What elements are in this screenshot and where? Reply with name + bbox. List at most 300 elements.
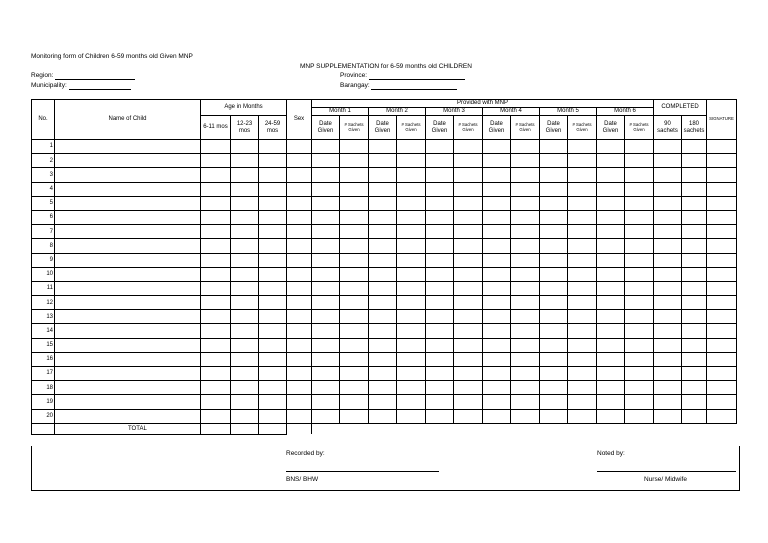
entry-cell[interactable] (426, 253, 454, 267)
entry-cell[interactable] (682, 140, 707, 154)
entry-cell[interactable] (259, 338, 287, 352)
entry-cell[interactable] (312, 182, 340, 196)
child-name-cell[interactable] (55, 296, 201, 310)
entry-cell[interactable] (397, 281, 426, 295)
entry-cell[interactable] (511, 140, 540, 154)
entry-cell[interactable] (201, 182, 231, 196)
entry-cell[interactable] (654, 281, 682, 295)
entry-cell[interactable] (201, 381, 231, 395)
entry-cell[interactable] (568, 367, 597, 381)
entry-cell[interactable] (568, 239, 597, 253)
entry-cell[interactable] (454, 168, 483, 182)
entry-cell[interactable] (231, 367, 259, 381)
entry-cell[interactable] (397, 296, 426, 310)
child-name-cell[interactable] (55, 196, 201, 210)
entry-cell[interactable] (201, 225, 231, 239)
child-name-cell[interactable] (55, 154, 201, 168)
child-name-cell[interactable] (55, 367, 201, 381)
entry-cell[interactable] (682, 239, 707, 253)
entry-cell[interactable] (625, 168, 654, 182)
entry-cell[interactable] (540, 367, 568, 381)
entry-cell[interactable] (707, 281, 737, 295)
entry-cell[interactable] (369, 395, 397, 409)
entry-cell[interactable] (397, 168, 426, 182)
entry-cell[interactable] (454, 395, 483, 409)
entry-cell[interactable] (682, 409, 707, 423)
entry-cell[interactable] (483, 381, 511, 395)
entry-cell[interactable] (707, 310, 737, 324)
entry-cell[interactable] (426, 310, 454, 324)
entry-cell[interactable] (259, 381, 287, 395)
entry-cell[interactable] (259, 296, 287, 310)
entry-cell[interactable] (397, 310, 426, 324)
entry-cell[interactable] (483, 338, 511, 352)
entry-cell[interactable] (654, 395, 682, 409)
entry-cell[interactable] (454, 296, 483, 310)
region-input-line[interactable] (55, 79, 135, 80)
entry-cell[interactable] (483, 409, 511, 423)
entry-cell[interactable] (369, 154, 397, 168)
entry-cell[interactable] (682, 154, 707, 168)
entry-cell[interactable] (654, 140, 682, 154)
entry-cell[interactable] (397, 409, 426, 423)
entry-cell[interactable] (625, 281, 654, 295)
entry-cell[interactable] (483, 196, 511, 210)
entry-cell[interactable] (707, 338, 737, 352)
child-name-cell[interactable] (55, 182, 201, 196)
entry-cell[interactable] (287, 196, 312, 210)
entry-cell[interactable] (201, 338, 231, 352)
total-cell[interactable] (231, 423, 259, 434)
entry-cell[interactable] (369, 210, 397, 224)
entry-cell[interactable] (511, 253, 540, 267)
entry-cell[interactable] (540, 352, 568, 366)
entry-cell[interactable] (625, 196, 654, 210)
entry-cell[interactable] (682, 324, 707, 338)
entry-cell[interactable] (369, 381, 397, 395)
entry-cell[interactable] (287, 296, 312, 310)
entry-cell[interactable] (654, 196, 682, 210)
entry-cell[interactable] (231, 409, 259, 423)
entry-cell[interactable] (426, 352, 454, 366)
entry-cell[interactable] (397, 324, 426, 338)
entry-cell[interactable] (340, 338, 369, 352)
entry-cell[interactable] (597, 168, 625, 182)
entry-cell[interactable] (568, 395, 597, 409)
entry-cell[interactable] (259, 409, 287, 423)
entry-cell[interactable] (483, 210, 511, 224)
entry-cell[interactable] (426, 225, 454, 239)
entry-cell[interactable] (231, 352, 259, 366)
entry-cell[interactable] (369, 140, 397, 154)
entry-cell[interactable] (259, 367, 287, 381)
noted-by-signature-line[interactable] (597, 471, 736, 472)
entry-cell[interactable] (397, 182, 426, 196)
entry-cell[interactable] (625, 310, 654, 324)
entry-cell[interactable] (454, 409, 483, 423)
entry-cell[interactable] (540, 338, 568, 352)
entry-cell[interactable] (682, 253, 707, 267)
entry-cell[interactable] (259, 239, 287, 253)
entry-cell[interactable] (454, 239, 483, 253)
province-field[interactable] (340, 73, 465, 80)
entry-cell[interactable] (201, 196, 231, 210)
entry-cell[interactable] (231, 239, 259, 253)
entry-cell[interactable] (287, 253, 312, 267)
entry-cell[interactable] (568, 296, 597, 310)
entry-cell[interactable] (682, 381, 707, 395)
entry-cell[interactable] (625, 395, 654, 409)
entry-cell[interactable] (340, 367, 369, 381)
entry-cell[interactable] (369, 324, 397, 338)
entry-cell[interactable] (597, 196, 625, 210)
entry-cell[interactable] (483, 367, 511, 381)
entry-cell[interactable] (201, 267, 231, 281)
entry-cell[interactable] (312, 409, 340, 423)
entry-cell[interactable] (707, 324, 737, 338)
entry-cell[interactable] (369, 409, 397, 423)
entry-cell[interactable] (426, 296, 454, 310)
entry-cell[interactable] (259, 253, 287, 267)
entry-cell[interactable] (540, 239, 568, 253)
child-name-cell[interactable] (55, 168, 201, 182)
entry-cell[interactable] (568, 168, 597, 182)
entry-cell[interactable] (426, 168, 454, 182)
entry-cell[interactable] (454, 225, 483, 239)
entry-cell[interactable] (312, 352, 340, 366)
entry-cell[interactable] (654, 168, 682, 182)
municipality-input-line[interactable] (69, 89, 131, 90)
entry-cell[interactable] (682, 182, 707, 196)
entry-cell[interactable] (287, 338, 312, 352)
child-name-cell[interactable] (55, 267, 201, 281)
entry-cell[interactable] (426, 196, 454, 210)
entry-cell[interactable] (231, 253, 259, 267)
entry-cell[interactable] (340, 239, 369, 253)
entry-cell[interactable] (454, 338, 483, 352)
child-name-cell[interactable] (55, 352, 201, 366)
entry-cell[interactable] (483, 281, 511, 295)
entry-cell[interactable] (511, 324, 540, 338)
entry-cell[interactable] (231, 168, 259, 182)
entry-cell[interactable] (682, 296, 707, 310)
entry-cell[interactable] (568, 253, 597, 267)
entry-cell[interactable] (454, 367, 483, 381)
entry-cell[interactable] (369, 367, 397, 381)
entry-cell[interactable] (682, 196, 707, 210)
entry-cell[interactable] (312, 324, 340, 338)
entry-cell[interactable] (340, 253, 369, 267)
entry-cell[interactable] (654, 338, 682, 352)
entry-cell[interactable] (625, 253, 654, 267)
entry-cell[interactable] (511, 225, 540, 239)
entry-cell[interactable] (511, 409, 540, 423)
entry-cell[interactable] (454, 210, 483, 224)
entry-cell[interactable] (483, 395, 511, 409)
entry-cell[interactable] (707, 239, 737, 253)
entry-cell[interactable] (397, 140, 426, 154)
entry-cell[interactable] (568, 196, 597, 210)
entry-cell[interactable] (540, 168, 568, 182)
entry-cell[interactable] (340, 352, 369, 366)
entry-cell[interactable] (201, 281, 231, 295)
entry-cell[interactable] (707, 210, 737, 224)
entry-cell[interactable] (540, 310, 568, 324)
entry-cell[interactable] (287, 140, 312, 154)
entry-cell[interactable] (397, 352, 426, 366)
entry-cell[interactable] (682, 168, 707, 182)
entry-cell[interactable] (259, 182, 287, 196)
entry-cell[interactable] (397, 253, 426, 267)
entry-cell[interactable] (287, 352, 312, 366)
entry-cell[interactable] (483, 154, 511, 168)
entry-cell[interactable] (540, 182, 568, 196)
entry-cell[interactable] (426, 182, 454, 196)
entry-cell[interactable] (312, 395, 340, 409)
entry-cell[interactable] (340, 140, 369, 154)
entry-cell[interactable] (312, 168, 340, 182)
municipality-field[interactable] (31, 83, 131, 90)
entry-cell[interactable] (369, 239, 397, 253)
entry-cell[interactable] (597, 381, 625, 395)
entry-cell[interactable] (483, 352, 511, 366)
entry-cell[interactable] (369, 296, 397, 310)
entry-cell[interactable] (340, 281, 369, 295)
entry-cell[interactable] (597, 296, 625, 310)
entry-cell[interactable] (259, 140, 287, 154)
entry-cell[interactable] (201, 296, 231, 310)
entry-cell[interactable] (397, 210, 426, 224)
entry-cell[interactable] (540, 381, 568, 395)
entry-cell[interactable] (654, 381, 682, 395)
entry-cell[interactable] (568, 182, 597, 196)
entry-cell[interactable] (568, 338, 597, 352)
entry-cell[interactable] (540, 296, 568, 310)
entry-cell[interactable] (287, 267, 312, 281)
entry-cell[interactable] (682, 225, 707, 239)
barangay-input-line[interactable] (371, 89, 457, 90)
entry-cell[interactable] (511, 210, 540, 224)
total-cell[interactable] (287, 423, 312, 434)
entry-cell[interactable] (287, 154, 312, 168)
entry-cell[interactable] (597, 395, 625, 409)
entry-cell[interactable] (231, 324, 259, 338)
entry-cell[interactable] (597, 338, 625, 352)
entry-cell[interactable] (625, 267, 654, 281)
entry-cell[interactable] (259, 281, 287, 295)
entry-cell[interactable] (568, 310, 597, 324)
entry-cell[interactable] (597, 409, 625, 423)
entry-cell[interactable] (259, 154, 287, 168)
entry-cell[interactable] (682, 310, 707, 324)
entry-cell[interactable] (426, 395, 454, 409)
entry-cell[interactable] (511, 182, 540, 196)
child-name-cell[interactable] (55, 395, 201, 409)
entry-cell[interactable] (483, 239, 511, 253)
entry-cell[interactable] (568, 154, 597, 168)
entry-cell[interactable] (397, 154, 426, 168)
entry-cell[interactable] (597, 367, 625, 381)
entry-cell[interactable] (568, 409, 597, 423)
entry-cell[interactable] (540, 324, 568, 338)
entry-cell[interactable] (511, 154, 540, 168)
entry-cell[interactable] (201, 409, 231, 423)
entry-cell[interactable] (340, 381, 369, 395)
entry-cell[interactable] (654, 367, 682, 381)
entry-cell[interactable] (540, 281, 568, 295)
entry-cell[interactable] (483, 324, 511, 338)
entry-cell[interactable] (231, 182, 259, 196)
entry-cell[interactable] (511, 395, 540, 409)
child-name-cell[interactable] (55, 239, 201, 253)
entry-cell[interactable] (654, 253, 682, 267)
entry-cell[interactable] (231, 196, 259, 210)
entry-cell[interactable] (568, 352, 597, 366)
entry-cell[interactable] (454, 381, 483, 395)
entry-cell[interactable] (259, 395, 287, 409)
entry-cell[interactable] (340, 310, 369, 324)
entry-cell[interactable] (483, 296, 511, 310)
entry-cell[interactable] (287, 367, 312, 381)
entry-cell[interactable] (654, 409, 682, 423)
entry-cell[interactable] (707, 154, 737, 168)
entry-cell[interactable] (231, 267, 259, 281)
entry-cell[interactable] (231, 225, 259, 239)
entry-cell[interactable] (511, 296, 540, 310)
entry-cell[interactable] (397, 225, 426, 239)
entry-cell[interactable] (597, 281, 625, 295)
entry-cell[interactable] (707, 225, 737, 239)
entry-cell[interactable] (682, 281, 707, 295)
entry-cell[interactable] (454, 196, 483, 210)
entry-cell[interactable] (682, 267, 707, 281)
entry-cell[interactable] (625, 381, 654, 395)
entry-cell[interactable] (340, 409, 369, 423)
entry-cell[interactable] (201, 395, 231, 409)
entry-cell[interactable] (426, 281, 454, 295)
entry-cell[interactable] (540, 267, 568, 281)
entry-cell[interactable] (568, 281, 597, 295)
entry-cell[interactable] (312, 239, 340, 253)
entry-cell[interactable] (340, 154, 369, 168)
entry-cell[interactable] (287, 324, 312, 338)
entry-cell[interactable] (454, 253, 483, 267)
entry-cell[interactable] (454, 324, 483, 338)
entry-cell[interactable] (231, 338, 259, 352)
entry-cell[interactable] (707, 168, 737, 182)
entry-cell[interactable] (707, 140, 737, 154)
entry-cell[interactable] (397, 381, 426, 395)
entry-cell[interactable] (201, 253, 231, 267)
entry-cell[interactable] (540, 225, 568, 239)
entry-cell[interactable] (369, 182, 397, 196)
entry-cell[interactable] (340, 267, 369, 281)
province-input-line[interactable] (369, 79, 465, 80)
entry-cell[interactable] (682, 367, 707, 381)
entry-cell[interactable] (369, 352, 397, 366)
entry-cell[interactable] (454, 281, 483, 295)
entry-cell[interactable] (397, 338, 426, 352)
entry-cell[interactable] (682, 338, 707, 352)
entry-cell[interactable] (597, 140, 625, 154)
entry-cell[interactable] (426, 140, 454, 154)
entry-cell[interactable] (312, 196, 340, 210)
child-name-cell[interactable] (55, 281, 201, 295)
entry-cell[interactable] (426, 381, 454, 395)
entry-cell[interactable] (201, 310, 231, 324)
entry-cell[interactable] (369, 225, 397, 239)
child-name-cell[interactable] (55, 140, 201, 154)
region-field[interactable] (31, 73, 135, 80)
entry-cell[interactable] (340, 395, 369, 409)
entry-cell[interactable] (397, 267, 426, 281)
entry-cell[interactable] (287, 281, 312, 295)
entry-cell[interactable] (201, 352, 231, 366)
entry-cell[interactable] (654, 239, 682, 253)
entry-cell[interactable] (259, 168, 287, 182)
entry-cell[interactable] (707, 267, 737, 281)
entry-cell[interactable] (312, 310, 340, 324)
total-cell[interactable] (201, 423, 231, 434)
entry-cell[interactable] (312, 367, 340, 381)
entry-cell[interactable] (625, 352, 654, 366)
entry-cell[interactable] (312, 267, 340, 281)
entry-cell[interactable] (340, 210, 369, 224)
entry-cell[interactable] (707, 196, 737, 210)
entry-cell[interactable] (511, 196, 540, 210)
entry-cell[interactable] (369, 168, 397, 182)
entry-cell[interactable] (568, 381, 597, 395)
entry-cell[interactable] (568, 225, 597, 239)
entry-cell[interactable] (287, 409, 312, 423)
entry-cell[interactable] (625, 239, 654, 253)
entry-cell[interactable] (201, 324, 231, 338)
entry-cell[interactable] (511, 381, 540, 395)
entry-cell[interactable] (340, 196, 369, 210)
entry-cell[interactable] (654, 210, 682, 224)
entry-cell[interactable] (483, 140, 511, 154)
entry-cell[interactable] (707, 395, 737, 409)
entry-cell[interactable] (312, 281, 340, 295)
entry-cell[interactable] (682, 352, 707, 366)
child-name-cell[interactable] (55, 324, 201, 338)
entry-cell[interactable] (231, 296, 259, 310)
entry-cell[interactable] (625, 225, 654, 239)
entry-cell[interactable] (312, 253, 340, 267)
entry-cell[interactable] (540, 253, 568, 267)
entry-cell[interactable] (231, 154, 259, 168)
entry-cell[interactable] (597, 267, 625, 281)
entry-cell[interactable] (231, 281, 259, 295)
entry-cell[interactable] (231, 310, 259, 324)
entry-cell[interactable] (259, 310, 287, 324)
entry-cell[interactable] (201, 367, 231, 381)
child-name-cell[interactable] (55, 310, 201, 324)
entry-cell[interactable] (511, 168, 540, 182)
entry-cell[interactable] (597, 324, 625, 338)
entry-cell[interactable] (540, 210, 568, 224)
entry-cell[interactable] (707, 409, 737, 423)
entry-cell[interactable] (287, 182, 312, 196)
entry-cell[interactable] (511, 310, 540, 324)
entry-cell[interactable] (597, 310, 625, 324)
entry-cell[interactable] (312, 296, 340, 310)
entry-cell[interactable] (454, 352, 483, 366)
entry-cell[interactable] (369, 338, 397, 352)
entry-cell[interactable] (231, 140, 259, 154)
entry-cell[interactable] (369, 281, 397, 295)
child-name-cell[interactable] (55, 338, 201, 352)
